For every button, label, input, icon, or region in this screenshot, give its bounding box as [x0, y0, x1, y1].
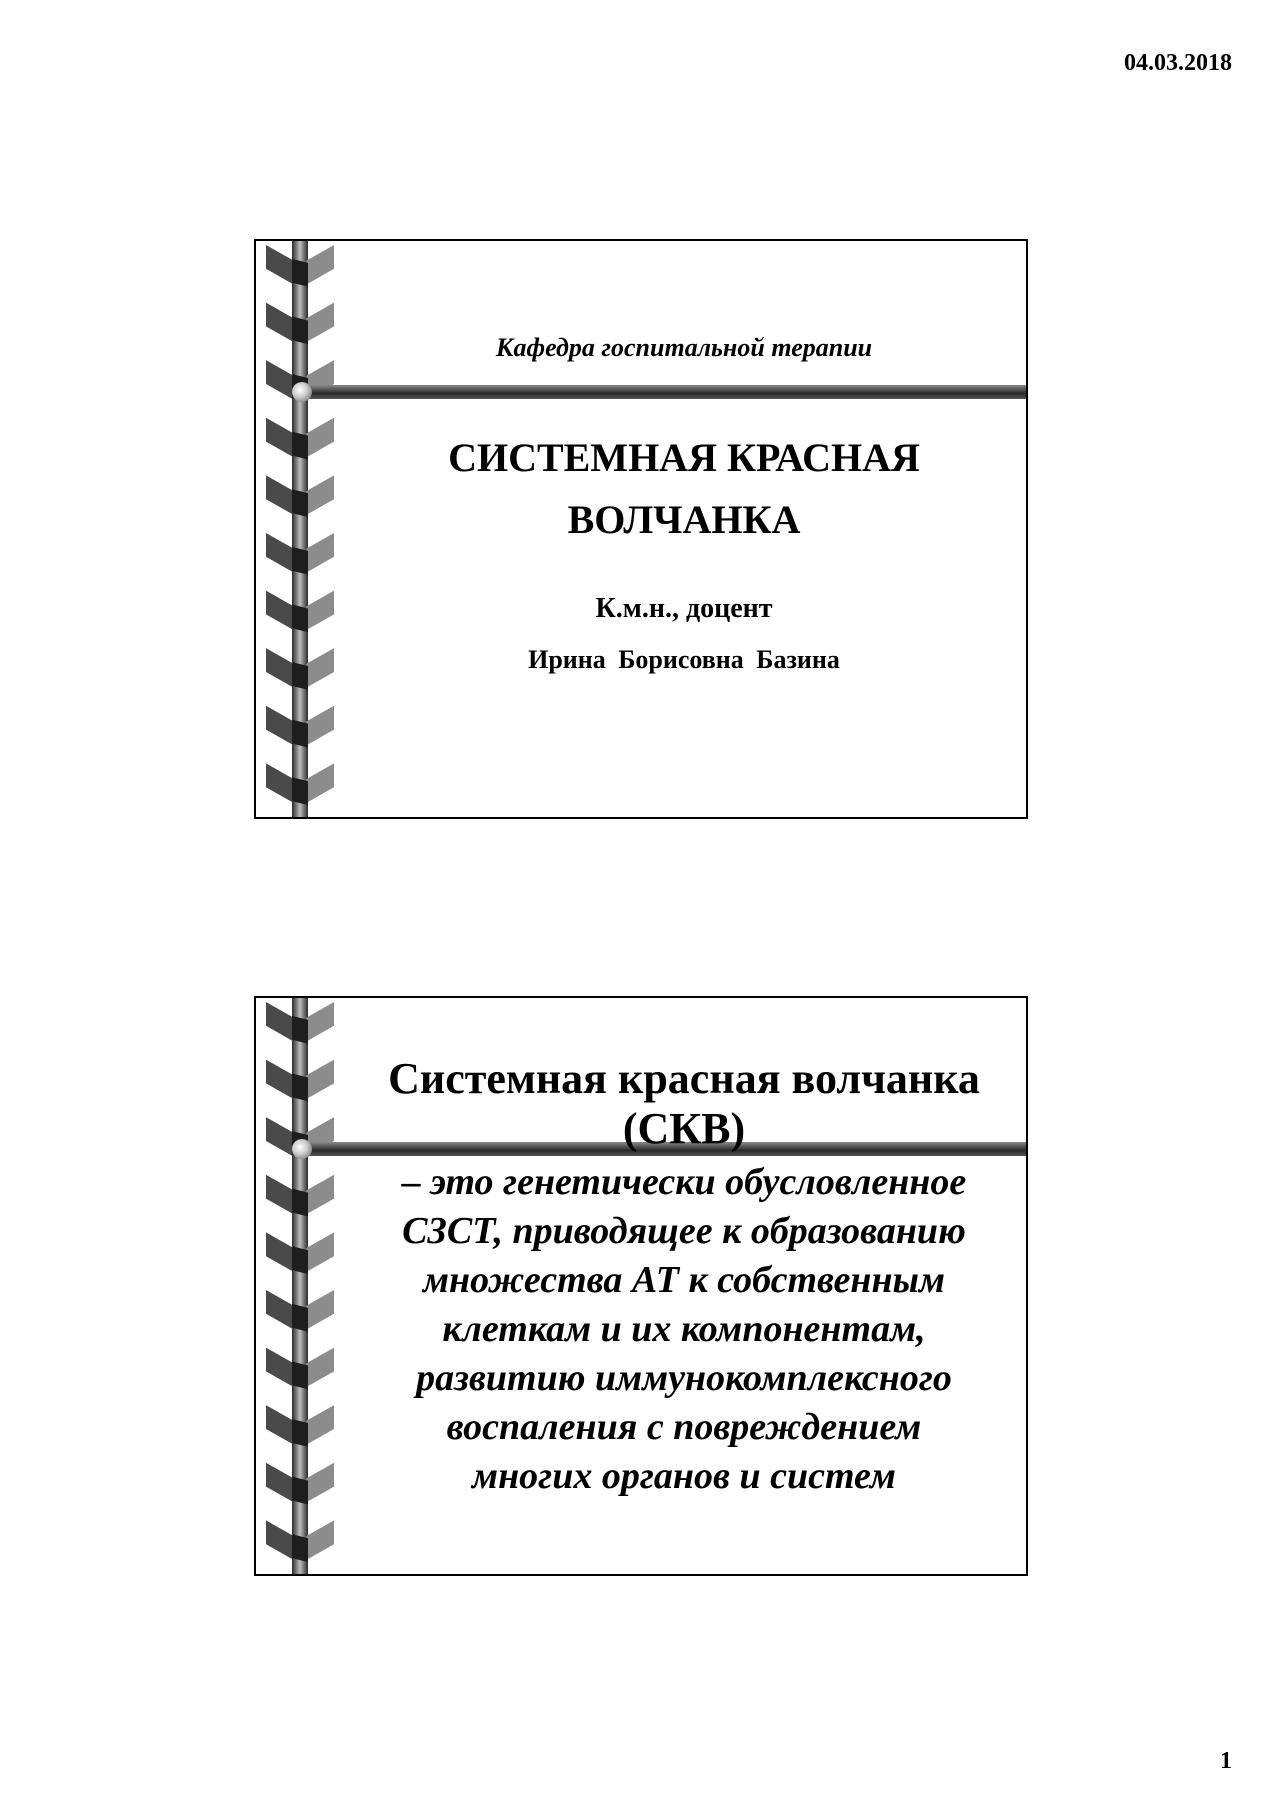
slide-title-line: СИСТЕМНАЯ КРАСНАЯ [448, 435, 920, 480]
definition-line: – это генетически обусловленное [401, 1161, 967, 1203]
spiral-ribbon-icon [264, 998, 336, 1574]
title-rule [296, 385, 1026, 399]
author-name: Ирина Борисовна Базина [528, 645, 840, 674]
page-number: 1 [1220, 1748, 1232, 1774]
rule-knob-icon [292, 1139, 312, 1159]
slide-title-line: (СКВ) [622, 1104, 746, 1153]
slide-title-line: Системная красная волчанка [388, 1054, 980, 1103]
definition-text [352, 1158, 1016, 1501]
department-name: Кафедра госпитальной терапии [495, 333, 873, 362]
definition-line: развитию иммунокомплексного [416, 1357, 952, 1399]
spiral-ribbon-icon [264, 241, 336, 817]
slide-2 [254, 996, 1028, 1576]
definition-line: многих органов и систем [472, 1455, 896, 1497]
slide-title [352, 427, 1016, 551]
page-date: 04.03.2018 [1124, 50, 1232, 76]
rule-knob-icon [292, 382, 312, 402]
definition-line: воспаления с повреждением [446, 1406, 922, 1448]
slide-title [352, 1054, 1016, 1154]
definition-line: множества АТ к собственным [422, 1259, 946, 1301]
definition-line: СЗСТ, приводящее к образованию [402, 1210, 966, 1252]
slide-1 [254, 239, 1028, 819]
definition-line: клеткам и их компонентам, [442, 1308, 926, 1350]
slide-title-line: ВОЛЧАНКА [567, 497, 801, 542]
author-degree: К.м.н., доцент [595, 593, 773, 624]
